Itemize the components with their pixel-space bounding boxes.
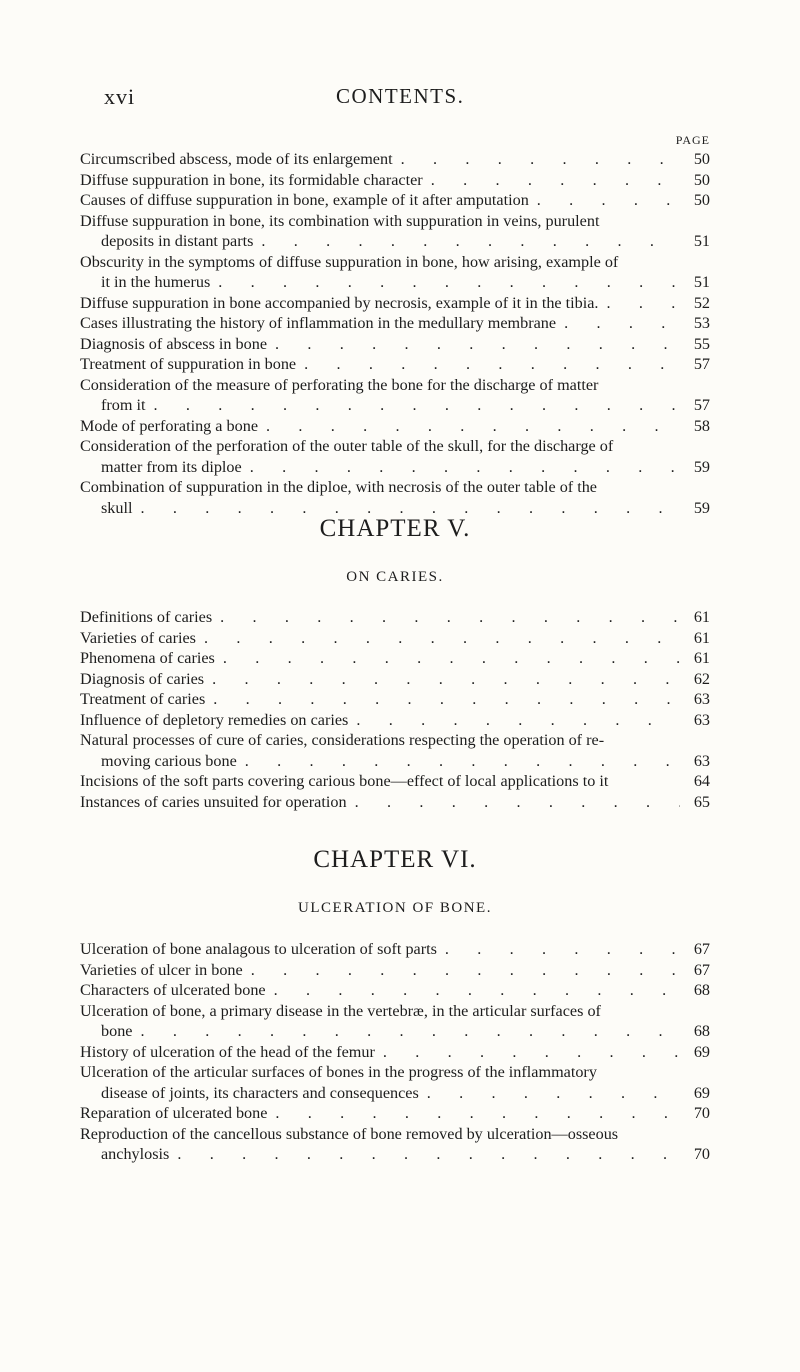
running-head: [104, 84, 720, 114]
dot-leader: [250, 457, 680, 478]
toc-entry: [80, 313, 710, 334]
dot-leader: [427, 1083, 680, 1104]
toc-entry-text: Varieties of caries: [80, 628, 196, 647]
toc-entry: [80, 792, 710, 813]
toc-page-number: 67: [693, 940, 710, 958]
toc-entry-text: Circumscribed abscess, mode of its enlargement: [80, 150, 393, 168]
toc-page-number: 70: [693, 1104, 710, 1122]
toc-entry: [80, 334, 710, 355]
toc-entry-text: Combination of suppuration in the diploe, with necrosis of the outer table of the: [80, 478, 597, 496]
toc-entry-text: Cases illustrating the history of inflammation in the medullary membrane: [80, 314, 557, 332]
dot-leader: [304, 354, 680, 375]
toc-entry-text: Influence of depletory remedies on caries: [80, 710, 349, 729]
dot-leader: [274, 980, 680, 1001]
dot-leader: [218, 272, 680, 293]
dot-leader: [251, 960, 680, 981]
toc-entry-text: bone: [101, 1022, 133, 1040]
toc-entry-text: disease of joints, its characters and consequences: [101, 1083, 419, 1102]
running-title: CONTENTS.: [336, 84, 465, 108]
toc-page-number: 58: [693, 416, 710, 435]
toc-entry-text: skull: [101, 498, 133, 517]
chapter-5-title: CHAPTER V.: [319, 515, 471, 542]
toc-entry-text: Natural processes of cure of caries, considerations respecting the operation of re-: [80, 731, 605, 749]
toc-page-number: 52: [693, 293, 710, 312]
toc-entry-text: Diagnosis of abscess in bone: [80, 334, 268, 353]
toc-page-number: 63: [693, 751, 710, 770]
toc-entry: [80, 293, 710, 314]
toc-page-number: 64: [693, 772, 710, 790]
toc-entry-text: Characters of ulcerated bone: [80, 981, 266, 999]
toc-entry-text: Varieties of ulcer in bone: [80, 960, 243, 979]
toc-entry-text: Diffuse suppuration in bone, its combination with suppuration in veins, purulent: [80, 211, 600, 230]
dot-leader: [245, 751, 680, 772]
dot-leader: [275, 334, 680, 355]
dot-leader: [445, 939, 680, 960]
page-column-label: PAGE: [675, 133, 710, 147]
dot-leader: [606, 293, 680, 314]
toc-entry-text: Phenomena of caries: [80, 649, 215, 667]
toc-page-number: 51: [693, 273, 710, 291]
toc-page-number: 57: [693, 396, 710, 414]
dot-leader: [261, 231, 680, 252]
dot-leader: [213, 689, 680, 710]
dot-leader: [355, 792, 680, 813]
toc-entry-text: Diagnosis of caries: [80, 669, 205, 688]
toc-entry-text: Reparation of ulcerated bone: [80, 1104, 268, 1122]
toc-entry: [80, 628, 710, 649]
toc-page-number: 69: [693, 1042, 710, 1061]
dot-leader: [177, 1144, 680, 1165]
dot-leader: [212, 669, 680, 690]
toc-entry-text: Diffuse suppuration in bone, its formidable character: [80, 170, 423, 189]
dot-leader: [401, 149, 680, 170]
toc-page-number: 50: [693, 150, 710, 168]
chapter-6-subtitle: ULCERATION OF BONE.: [298, 900, 492, 916]
toc-chapter-6: [80, 939, 710, 1165]
toc-entry: [80, 669, 710, 690]
toc-entry-text: History of ulceration of the head of the femur: [80, 1042, 375, 1061]
toc-entry: [80, 375, 710, 416]
toc-entry-text: Ulceration of the articular surfaces of bones in the progress of the inflammatory: [80, 1063, 597, 1081]
toc-entry: [80, 1042, 710, 1063]
toc-page-number: 63: [693, 690, 710, 708]
toc-page-number: 70: [693, 1145, 710, 1163]
page-number: xvi: [104, 84, 136, 109]
toc-entry: [80, 710, 710, 731]
toc-entry-text: matter from its diploe: [101, 457, 242, 476]
toc-entry: [80, 1103, 710, 1124]
toc-entry-text: Mode of perforating a bone: [80, 416, 258, 435]
toc-page-number: 62: [693, 669, 710, 688]
toc-entry: [80, 190, 710, 211]
toc-entry-text: anchylosis: [101, 1145, 170, 1163]
toc-entry: [80, 252, 710, 293]
toc-entry-text: Ulceration of bone, a primary disease in the vertebræ, in the articular surfaces of: [80, 1001, 601, 1020]
toc-page-number: 51: [693, 232, 710, 250]
toc-entry: [80, 689, 710, 710]
dot-leader: [383, 1042, 680, 1063]
toc-page-number: 61: [693, 628, 710, 647]
toc-page-number: 68: [693, 1022, 710, 1040]
toc-entry: [80, 648, 710, 669]
toc-entry-text: Treatment of caries: [80, 690, 206, 708]
toc-entry-text: Treatment of suppuration in bone: [80, 355, 297, 373]
toc-entry: [80, 730, 710, 771]
toc-entry: [80, 1001, 710, 1042]
toc-entry: [80, 416, 710, 437]
dot-leader: [266, 416, 680, 437]
toc-entry-text: Reproduction of the cancellous substance of bone removed by ulceration—osseous: [80, 1124, 619, 1143]
dot-leader: [537, 190, 680, 211]
toc-entry: [80, 1124, 710, 1165]
toc-page-number: 63: [693, 710, 710, 729]
toc-entry-text: Definitions of caries: [80, 608, 213, 626]
toc-chapter-5: [80, 607, 710, 812]
toc-entry: [80, 211, 710, 252]
toc-entry: [80, 170, 710, 191]
toc-entry-text: Consideration of the measure of perforating the bone for the discharge of matter: [80, 375, 599, 394]
toc-entry-text: Obscurity in the symptoms of diffuse suppuration in bone, how arising, example of: [80, 252, 619, 271]
toc-entry-text: Diffuse suppuration in bone accompanied by necrosis, example of it in the tibia.: [80, 293, 599, 312]
toc-page-number: 61: [693, 649, 710, 667]
toc-entry: [80, 960, 710, 981]
toc-entry-text: Instances of caries unsuited for operation: [80, 792, 347, 811]
toc-page-number: 53: [693, 314, 710, 332]
toc-page-number: 65: [693, 792, 710, 811]
dot-leader: [275, 1103, 680, 1124]
toc-page-number: 50: [693, 170, 710, 189]
toc-page-number: 69: [693, 1083, 710, 1102]
toc-page-number: 68: [693, 981, 710, 999]
toc-page-number: 61: [693, 608, 710, 626]
chapter-5-subtitle: ON CARIES.: [346, 569, 444, 585]
toc-page-number: 59: [693, 457, 710, 476]
toc-entry: [80, 980, 710, 1001]
dot-leader: [220, 607, 680, 628]
toc-page-number: 50: [693, 191, 710, 209]
dot-leader: [431, 170, 680, 191]
toc-entry: [80, 149, 710, 170]
chapter-6-title: CHAPTER VI.: [313, 846, 477, 873]
toc-entry: [80, 771, 710, 792]
toc-entry: [80, 477, 710, 518]
toc-page-number: 59: [693, 498, 710, 517]
toc-entry-text: it in the humerus: [101, 273, 211, 291]
dot-leader: [140, 1021, 680, 1042]
toc-entry: [80, 939, 710, 960]
dot-leader: [223, 648, 680, 669]
toc-page-number: 57: [693, 355, 710, 373]
toc-section-diseases-of-bone: [80, 149, 710, 518]
toc-page-number: 67: [693, 960, 710, 979]
dot-leader: [356, 710, 680, 731]
toc-entry-text: Causes of diffuse suppuration in bone, example of it after amputation: [80, 191, 529, 209]
toc-entry-text: Consideration of the perforation of the outer table of the skull, for the discharge of: [80, 437, 614, 455]
toc-entry-text: Ulceration of bone analagous to ulceration of soft parts: [80, 940, 437, 958]
dot-leader: [204, 628, 680, 649]
toc-entry: [80, 354, 710, 375]
dot-leader: [154, 395, 680, 416]
toc-entry-text: from it: [101, 396, 146, 414]
toc-page-number: 55: [693, 334, 710, 353]
toc-entry-text: deposits in distant parts: [101, 232, 254, 250]
toc-entry-text: moving carious bone: [101, 751, 237, 770]
toc-entry-text: Incisions of the soft parts covering carious bone—effect of local applications to it: [80, 772, 609, 790]
dot-leader: [564, 313, 680, 334]
toc-entry: [80, 607, 710, 628]
toc-entry: [80, 436, 710, 477]
toc-entry: [80, 1062, 710, 1103]
